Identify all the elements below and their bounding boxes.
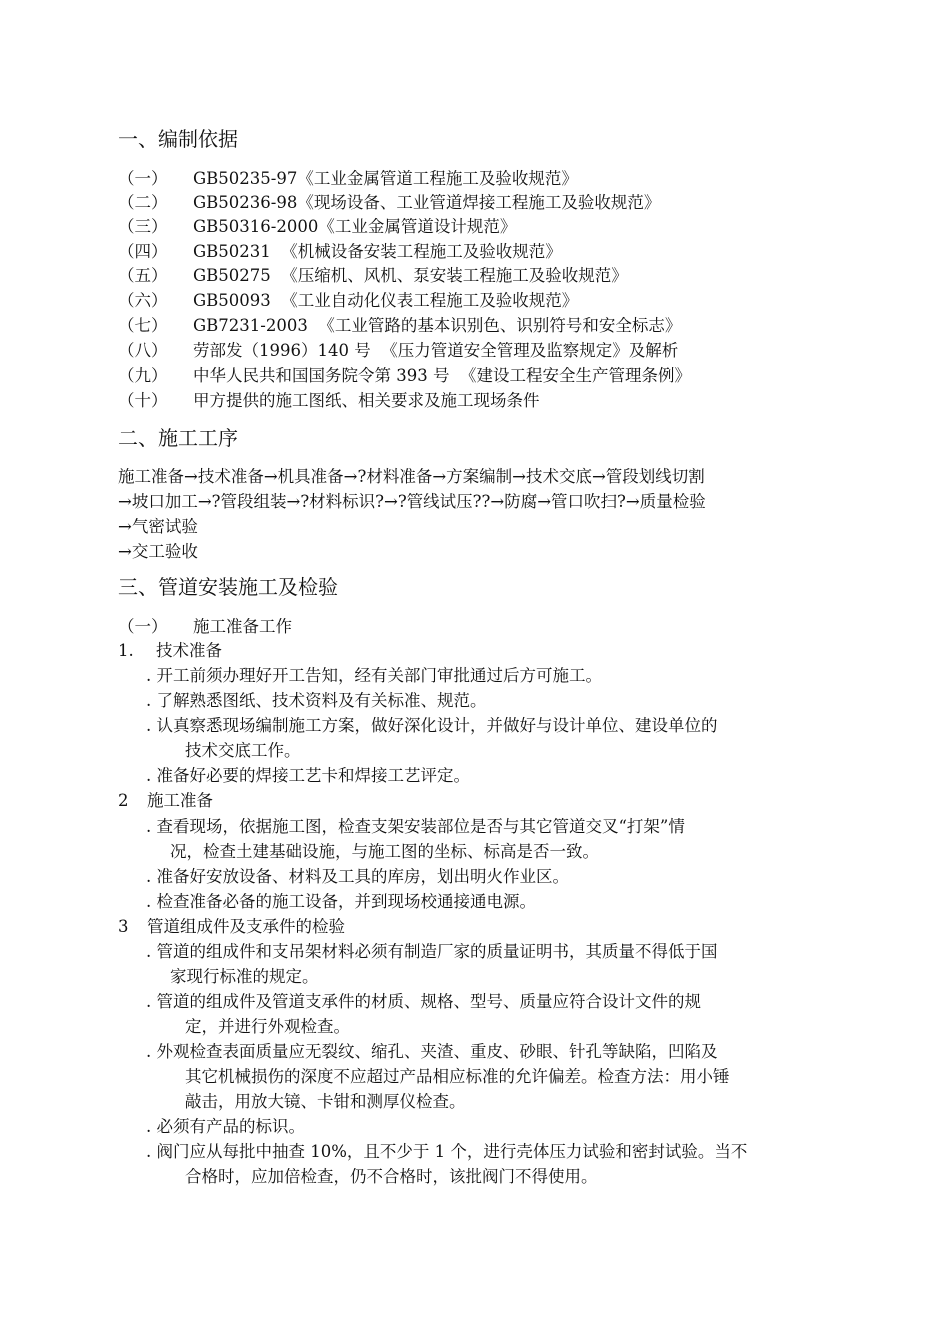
section-title-process: 二、施工工序 bbox=[118, 426, 238, 450]
ref-text: 劳部发（1996）140 号 《压力管道安全管理及监察规定》及解析 bbox=[193, 341, 679, 360]
ref-num: （十） bbox=[118, 391, 168, 410]
bullet-line: . 检查准备必备的施工设备，并到现场校通接通电源。 bbox=[146, 892, 536, 911]
bullet-line: . 阀门应从每批中抽查 10%，且不少于 1 个，进行壳体压力试验和密封试验。当不 bbox=[146, 1142, 748, 1161]
ref-num: （二） bbox=[118, 193, 168, 212]
bullet-line: . 查看现场，依据施工图，检查支架安装部位是否与其它管道交叉“打架”情 bbox=[146, 817, 685, 836]
item-num: 1. bbox=[118, 641, 134, 660]
bullet-continuation: 敲击，用放大镜、卡钳和测厚仪检查。 bbox=[185, 1092, 466, 1111]
bullet-line: . 准备好必要的焊接工艺卡和焊接工艺评定。 bbox=[146, 766, 470, 785]
ref-text: GB50235-97《工业金属管道工程施工及验收规范》 bbox=[193, 169, 578, 188]
section-title-installation: 三、管道安装施工及检验 bbox=[118, 575, 338, 599]
bullet-continuation: 况，检查土建基础设施，与施工图的坐标、标高是否一致。 bbox=[170, 842, 599, 861]
subsection-num: （一） bbox=[118, 617, 168, 636]
ref-text: 中华人民共和国国务院令第 393 号 《建设工程安全生产管理条例》 bbox=[193, 366, 691, 385]
process-line: →气密试验 bbox=[118, 517, 198, 536]
ref-num: （七） bbox=[118, 316, 168, 335]
ref-num: （三） bbox=[118, 217, 168, 236]
bullet-continuation: 技术交底工作。 bbox=[185, 741, 301, 760]
bullet-line: . 管道的组成件及管道支承件的材质、规格、型号、质量应符合设计文件的规 bbox=[146, 992, 701, 1011]
bullet-line: . 开工前须办理好开工告知，经有关部门审批通过后方可施工。 bbox=[146, 666, 602, 685]
item-title: 技术准备 bbox=[156, 641, 222, 660]
process-line: →坡口加工→?管段组装→?材料标识?→?管线试压??→防腐→管口吹扫?→质量检验 bbox=[118, 492, 706, 511]
ref-text: GB50236-98《现场设备、工业管道焊接工程施工及验收规范》 bbox=[193, 193, 661, 212]
item-title: 施工准备 bbox=[147, 791, 213, 810]
bullet-continuation: 家现行标准的规定。 bbox=[170, 967, 319, 986]
ref-text: GB50231 《机械设备安装工程施工及验收规范》 bbox=[193, 242, 562, 261]
ref-num: （六） bbox=[118, 291, 168, 310]
ref-num: （一） bbox=[118, 169, 168, 188]
item-title: 管道组成件及支承件的检验 bbox=[147, 917, 345, 936]
ref-num: （五） bbox=[118, 266, 168, 285]
ref-num: （八） bbox=[118, 341, 168, 360]
bullet-continuation: 其它机械损伤的深度不应超过产品相应标准的允许偏差。检查方法：用小锤 bbox=[185, 1067, 730, 1086]
ref-text: GB50316-2000《工业金属管道设计规范》 bbox=[193, 217, 517, 236]
ref-num: （四） bbox=[118, 242, 168, 261]
ref-text: 甲方提供的施工图纸、相关要求及施工现场条件 bbox=[193, 391, 540, 410]
bullet-line: . 准备好安放设备、材料及工具的库房，划出明火作业区。 bbox=[146, 867, 569, 886]
bullet-continuation: 定，并进行外观检查。 bbox=[185, 1017, 350, 1036]
ref-text: GB50275 《压缩机、风机、泵安装工程施工及验收规范》 bbox=[193, 266, 628, 285]
item-num: 2 bbox=[118, 791, 129, 810]
section-title-basis: 一、编制依据 bbox=[118, 127, 238, 151]
bullet-line: . 外观检查表面质量应无裂纹、缩孔、夹渣、重皮、砂眼、针孔等缺陷，凹陷及 bbox=[146, 1042, 718, 1061]
ref-text: GB7231-2003 《工业管路的基本识别色、识别符号和安全标志》 bbox=[193, 316, 682, 335]
bullet-line: . 必须有产品的标识。 bbox=[146, 1117, 305, 1136]
bullet-line: . 了解熟悉图纸、技术资料及有关标准、规范。 bbox=[146, 691, 487, 710]
bullet-line: . 管道的组成件和支吊架材料必须有制造厂家的质量证明书，其质量不得低于国 bbox=[146, 942, 718, 961]
process-line: 施工准备→技术准备→机具准备→?材料准备→方案编制→技术交底→管段划线切割 bbox=[118, 467, 705, 486]
process-line: →交工验收 bbox=[118, 542, 198, 561]
subsection-title: 施工准备工作 bbox=[193, 617, 292, 636]
bullet-continuation: 合格时，应加倍检查，仍不合格时，该批阀门不得使用。 bbox=[185, 1167, 598, 1186]
ref-num: （九） bbox=[118, 366, 168, 385]
ref-text: GB50093 《工业自动化仪表工程施工及验收规范》 bbox=[193, 291, 579, 310]
item-num: 3 bbox=[118, 917, 129, 936]
bullet-line: . 认真察悉现场编制施工方案，做好深化设计，并做好与设计单位、建设单位的 bbox=[146, 716, 718, 735]
